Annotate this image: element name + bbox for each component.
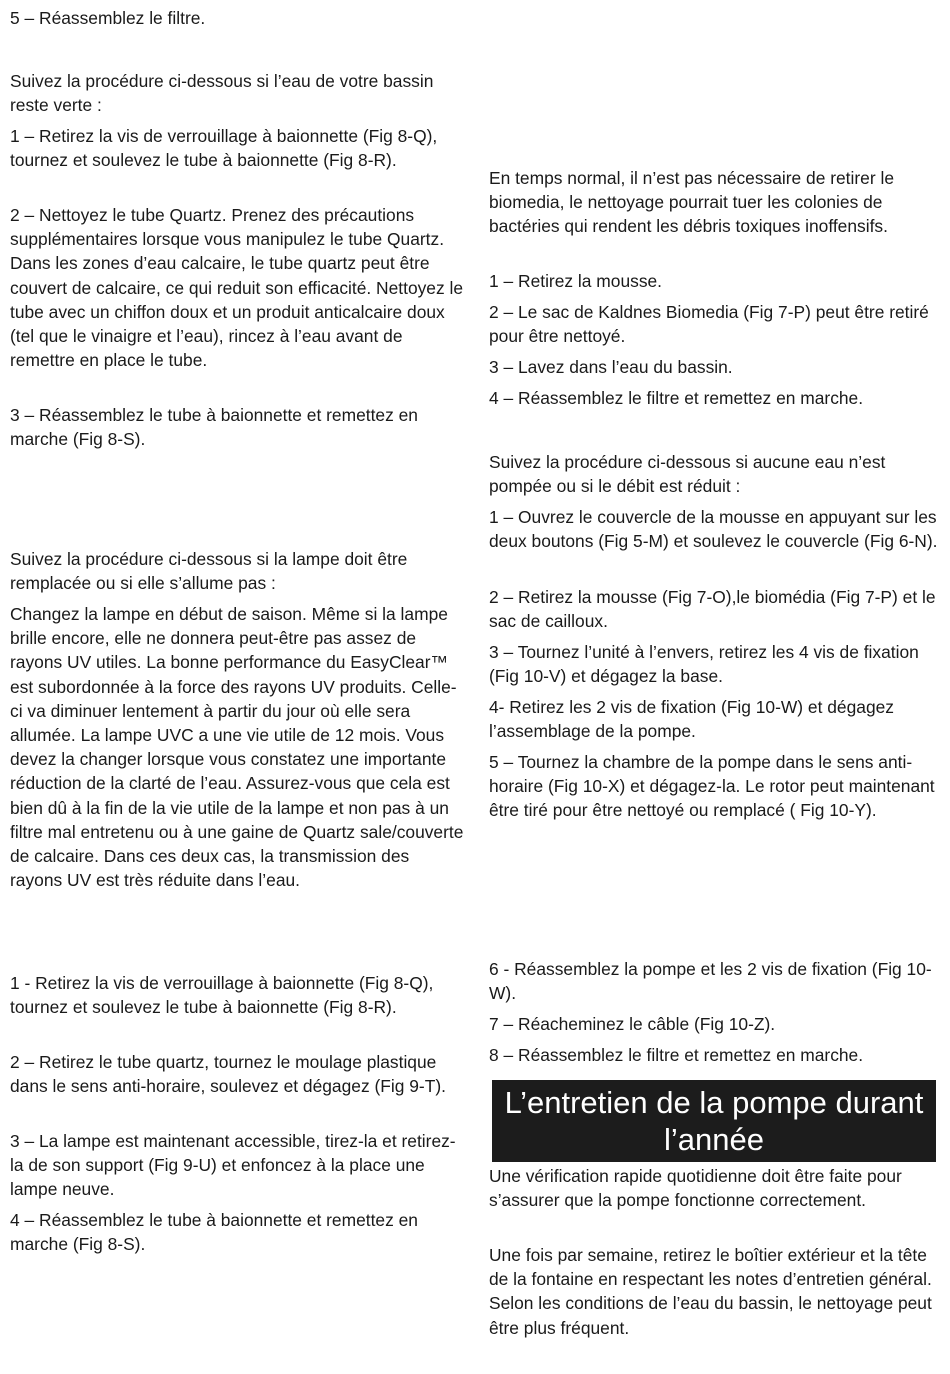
left-paragraph-2: 1 – Retirez la vis de verrouillage à baionnette (Fig 8-Q), tournez et soulevez le tube à baionnette (Fig 8-R). xyxy=(10,126,438,171)
left-paragraph-6: Changez la lampe en début de saison. Même si la lampe brille encore, elle ne donnera peut-être pas assez de rayons UV utiles. La bonne performance du EasyClear™ est subordonnée à la force des rayons UV produits. Celle-ci va diminuer lentement à partir du jour où elle sera allumée. La lampe UVC a une vie utile de 12 mois. Vous devez la changer lorsque vous constatez une importante réduction de la clarté de l’eau. Assurez-vous que cela est bien dû à la fin de la vie utile de la lampe et non pas à un filtre mal entretenu ou à une gaine de Quartz sale/couverte de calcaire. Dans ces deux cas, la transmission des rayons UV est très réduite dans l’eau. xyxy=(10,604,464,891)
section-heading: L’entretien de la pompe durant l’année xyxy=(504,1085,924,1157)
left-paragraph-4: 3 – Réassemblez le tube à baionnette et remettez en marche (Fig 8-S). xyxy=(10,405,418,450)
right-paragraph-12: 7 – Réacheminez le câble (Fig 10-Z). xyxy=(489,1014,776,1034)
right-paragraph-9: 4- Retirez les 2 vis de fixation (Fig 10-W) et dégagez l’assemblage de la pompe. xyxy=(489,697,894,742)
right-paragraph-13: 8 – Réassemblez le filtre et remettez en marche. xyxy=(489,1045,864,1065)
left-paragraph-7: 1 - Retirez la vis de verrouillage à baionnette (Fig 8-Q), tournez et soulevez le tube à baionnette (Fig 8-R). xyxy=(10,973,434,1018)
left-paragraph-0: 5 – Réassemblez le filtre. xyxy=(10,8,206,28)
left-paragraph-5: Suivez la procédure ci-dessous si la lampe doit être remplacée ou si elle s’allume pas : xyxy=(10,549,408,594)
left-paragraph-10: 4 – Réassemblez le tube à baionnette et remettez en marche (Fig 8-S). xyxy=(10,1210,418,1255)
left-paragraph-9: 3 – La lampe est maintenant accessible, tirez-la et retirez-la de son support (Fig 9-U) et enfoncez à la place une lampe neuve. xyxy=(10,1131,456,1200)
section-heading-banner xyxy=(492,1080,936,1162)
left-paragraph-8: 2 – Retirez le tube quartz, tournez le moulage plastique dans le sens anti-horaire, soulevez et dégagez (Fig 9-T). xyxy=(10,1052,446,1097)
right-paragraph-11: 6 - Réassemblez la pompe et les 2 vis de fixation (Fig 10-W). xyxy=(489,959,932,1004)
right-paragraph-8: 3 – Tournez l’unité à l’envers, retirez les 4 vis de fixation (Fig 10-V) et dégagez la base. xyxy=(489,642,919,687)
right-paragraph-15: Une fois par semaine, retirez le boîtier extérieur et la tête de la fontaine en respectant les notes d’entretien général. Selon les conditions de l’eau du bassin, le nettoyage peut être plus fréquent. xyxy=(489,1245,932,1338)
left-paragraph-1: Suivez la procédure ci-dessous si l’eau de votre bassin reste verte : xyxy=(10,71,434,116)
right-paragraph-6: 1 – Ouvrez le couvercle de la mousse en appuyant sur les deux boutons (Fig 5-M) et soulevez le couvercle (Fig 6-N). xyxy=(489,507,938,552)
right-paragraph-4: 4 – Réassemblez le filtre et remettez en marche. xyxy=(489,388,864,408)
right-paragraph-10: 5 – Tournez la chambre de la pompe dans le sens anti-horaire (Fig 10-X) et dégagez-la. Le rotor peut maintenant être tiré pour être nettoyé ou remplacé ( Fig 10-Y). xyxy=(489,752,935,821)
right-paragraph-1: 1 – Retirez la mousse. xyxy=(489,271,663,291)
right-paragraph-0: En temps normal, il n’est pas nécessaire de retirer le biomedia, le nettoyage pourrait tuer les colonies de bactéries qui rendent les débris toxiques inoffensifs. xyxy=(489,168,894,237)
right-paragraph-5: Suivez la procédure ci-dessous si aucune eau n’est pompée ou si le débit est réduit : xyxy=(489,452,886,497)
right-paragraph-7: 2 – Retirez la mousse (Fig 7-O),le biomédia (Fig 7-P) et le sac de cailloux. xyxy=(489,587,936,632)
left-paragraph-3: 2 – Nettoyez le tube Quartz. Prenez des précautions supplémentaires lorsque vous manipulez le tube Quartz. Dans les zones d’eau calcaire, le tube quartz peut être couvert de calcaire, ce qui reduit son efficacité. Nettoyez le tube avec un chiffon doux et un produit anticalcaire doux (tel que le vinaigre et l’eau), rincez à l’eau avant de remettre en place le tube. xyxy=(10,205,464,371)
right-paragraph-3: 3 – Lavez dans l’eau du bassin. xyxy=(489,357,733,377)
right-paragraph-14: Une vérification rapide quotidienne doit être faite pour s’assurer que la pompe fonctionne correctement. xyxy=(489,1166,902,1211)
right-paragraph-2: 2 – Le sac de Kaldnes Biomedia (Fig 7-P) peut être retiré pour être nettoyé. xyxy=(489,302,929,347)
